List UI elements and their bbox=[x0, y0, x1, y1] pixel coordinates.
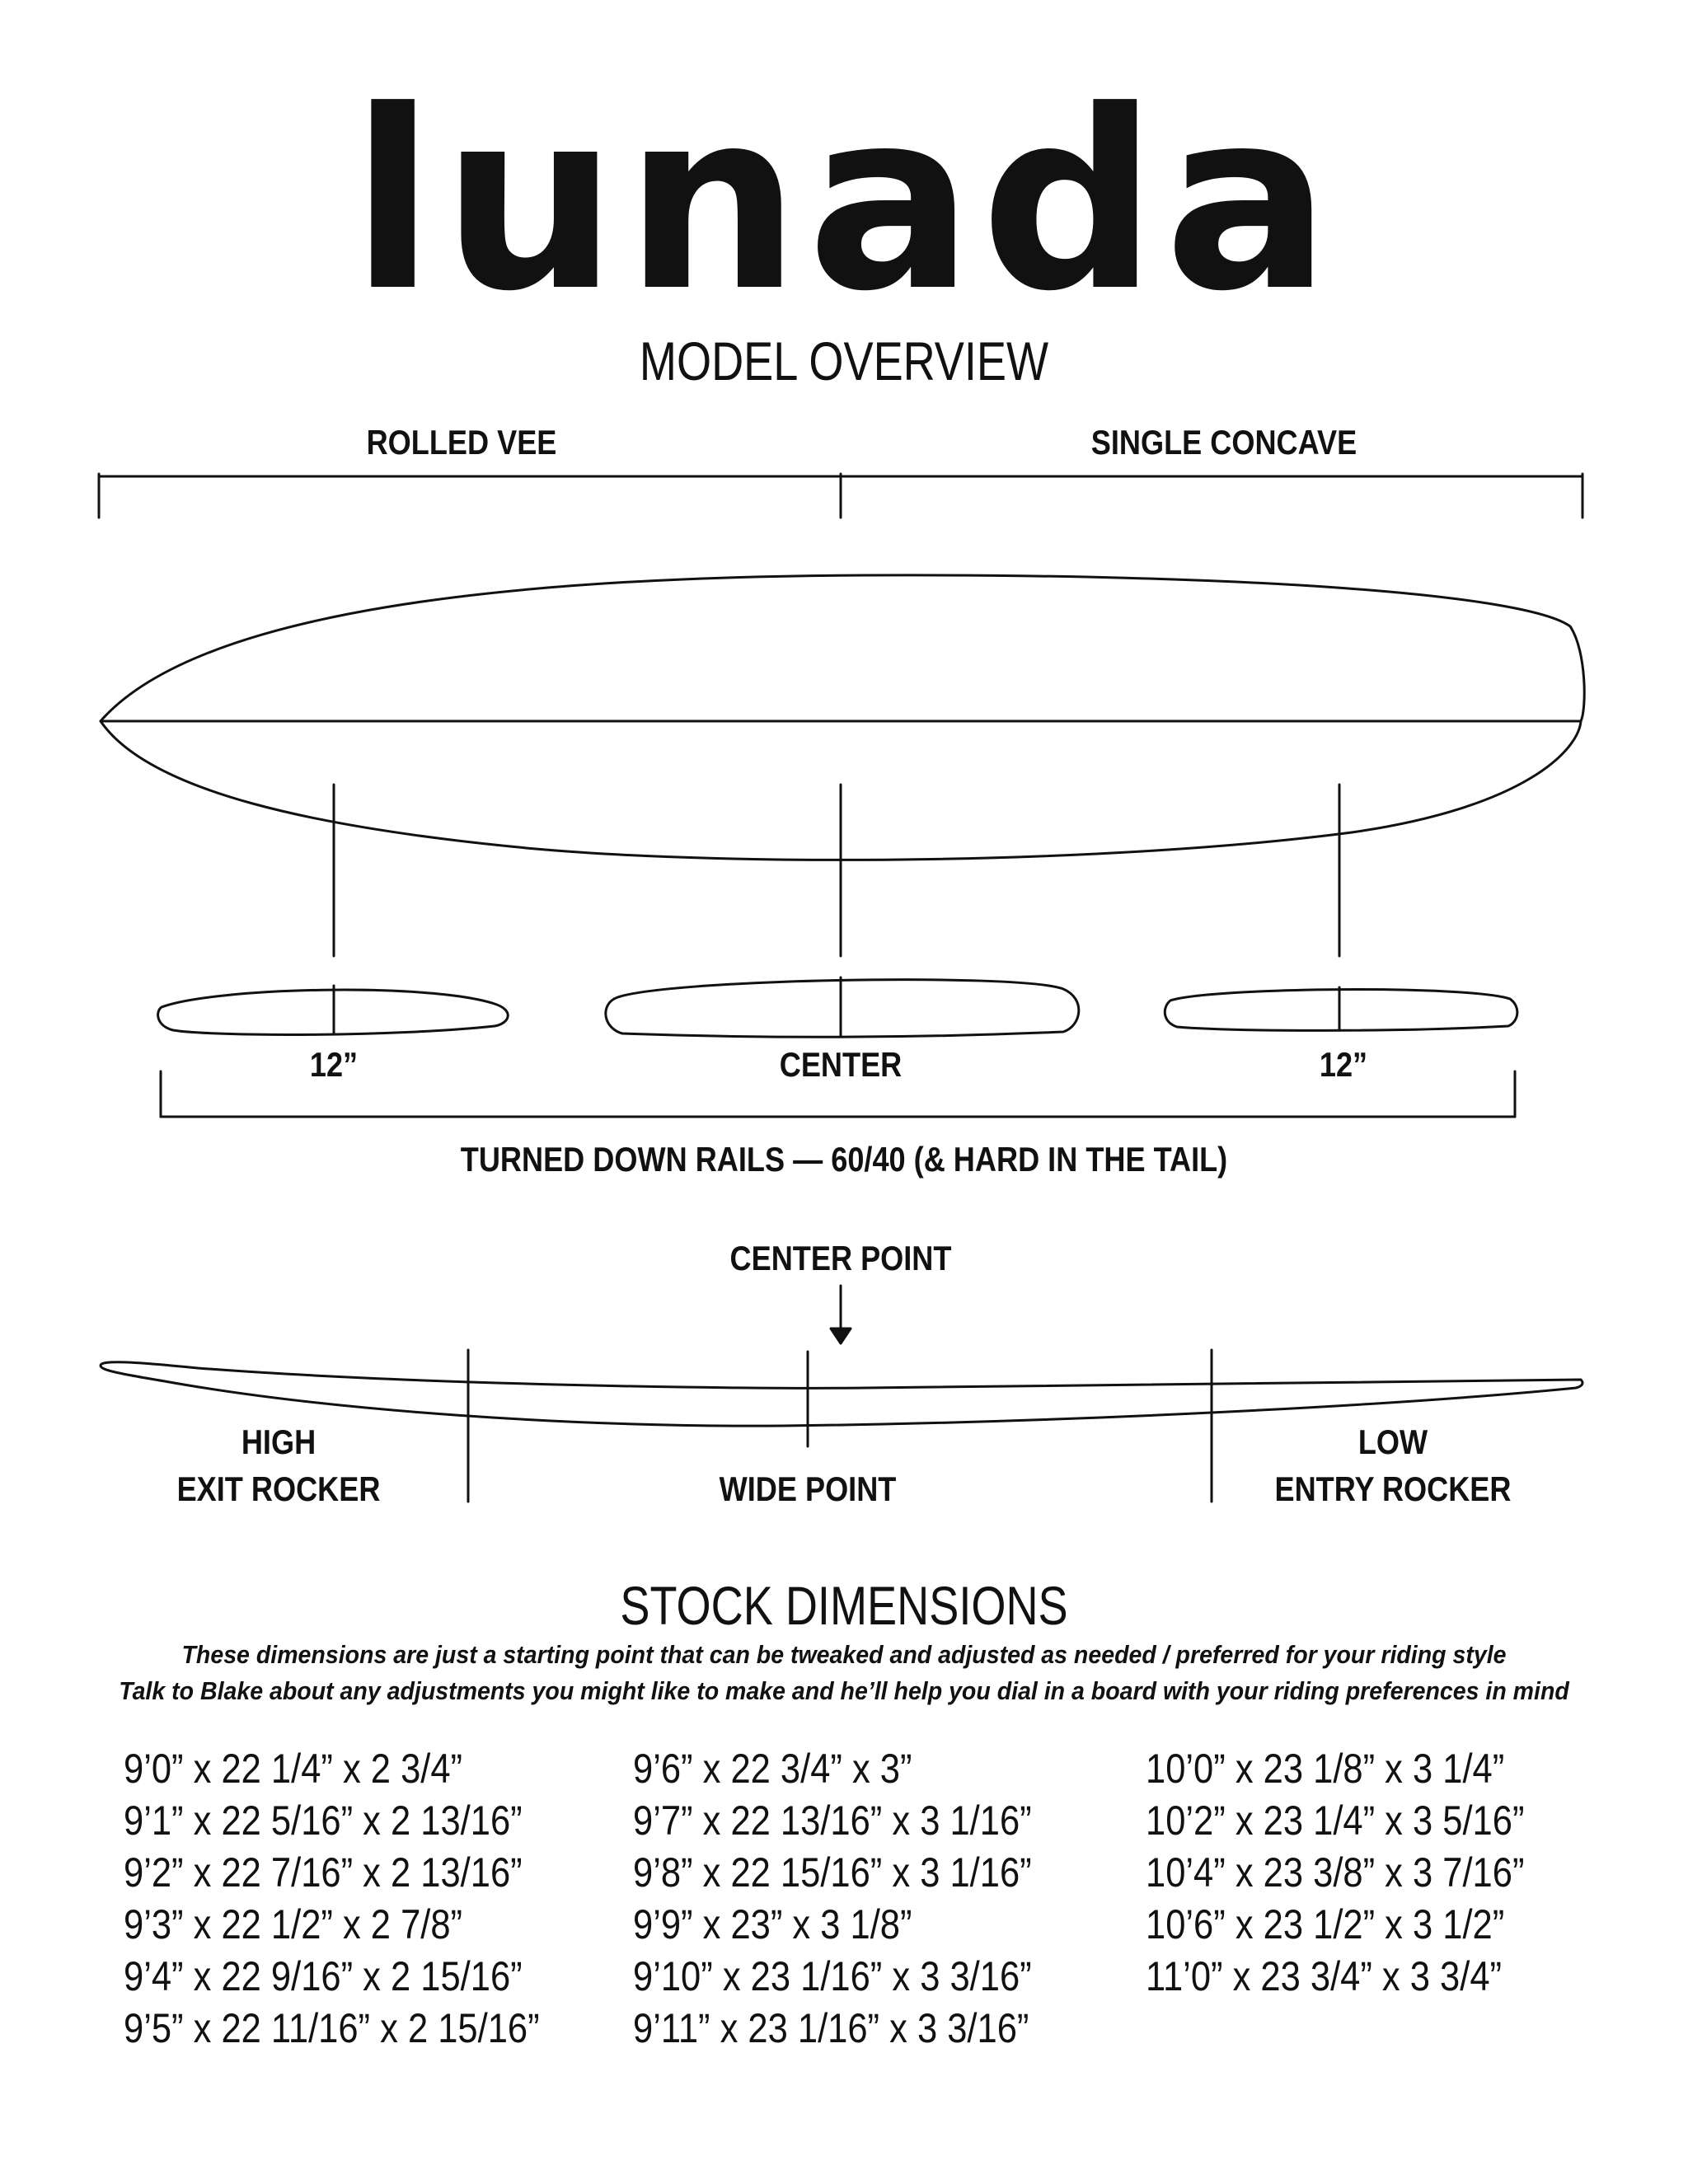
single-concave-label: SINGLE CONCAVE bbox=[1090, 423, 1357, 462]
entry-rocker-label: ENTRY ROCKER bbox=[1274, 1469, 1512, 1508]
exit-rocker-label: EXIT ROCKER bbox=[176, 1469, 381, 1508]
dimension-row: 9’4” x 22 9/16” x 2 15/16” bbox=[124, 1953, 523, 1999]
dimension-row: 10’4” x 23 3/8” x 3 7/16” bbox=[1146, 1849, 1525, 1896]
dimension-row: 9’7” x 22 13/16” x 3 1/16” bbox=[633, 1797, 1032, 1844]
dimensions-column-1 bbox=[124, 1743, 602, 2055]
dimension-row: 9’0” x 22 1/4” x 2 3/4” bbox=[124, 1746, 463, 1792]
high-label: HIGH bbox=[241, 1422, 316, 1461]
rolled-vee-label: ROLLED VEE bbox=[366, 423, 557, 462]
dimension-row: 10’6” x 23 1/2” x 3 1/2” bbox=[1146, 1901, 1505, 1947]
rail-cross-sections bbox=[158, 977, 1517, 1037]
rail-section-center bbox=[606, 980, 1079, 1038]
dimension-row: 9’9” x 23” x 3 1/8” bbox=[633, 1901, 912, 1947]
dimension-row: 11’0” x 23 3/4” x 3 3/4” bbox=[1146, 1953, 1503, 1999]
rails-caption: TURNED DOWN RAILS — 60/40 (& HARD IN THE TAIL) bbox=[460, 1140, 1228, 1179]
dimensions-column-2 bbox=[633, 1743, 1091, 2055]
stock-note-line1: These dimensions are just a starting point that can be tweaked and adjusted as needed / preferred for your riding style bbox=[181, 1640, 1507, 1669]
center-point-label: CENTER POINT bbox=[729, 1239, 952, 1277]
dimension-row: 10’2” x 23 1/4” x 3 5/16” bbox=[1146, 1797, 1525, 1844]
dimension-row: 9’2” x 22 7/16” x 2 13/16” bbox=[124, 1849, 523, 1896]
stock-note-line2: Talk to Blake about any adjustments you might like to make and he’ll help you dial in a board with your riding preferences in mind bbox=[119, 1676, 1569, 1705]
dimension-row: 9’3” x 22 1/2” x 2 7/8” bbox=[124, 1901, 463, 1947]
dimension-row: 9’5” x 22 11/16” x 2 15/16” bbox=[124, 2005, 540, 2051]
rail-section-nose bbox=[1165, 990, 1517, 1031]
dimension-row: 9’8” x 22 15/16” x 3 1/16” bbox=[633, 1849, 1032, 1896]
dimension-row: 9’11” x 23 1/16” x 3 3/16” bbox=[633, 2005, 1029, 2051]
dimension-row: 10’0” x 23 1/8” x 3 1/4” bbox=[1146, 1746, 1505, 1792]
rail-label-nose: 12” bbox=[1319, 1045, 1368, 1084]
model-overview-title: MODEL OVERVIEW bbox=[639, 330, 1049, 391]
low-label: LOW bbox=[1357, 1422, 1428, 1461]
dimension-row: 9’1” x 22 5/16” x 2 13/16” bbox=[124, 1797, 523, 1844]
wide-point-label: WIDE POINT bbox=[719, 1469, 897, 1508]
dimension-row: 9’10” x 23 1/16” x 3 3/16” bbox=[633, 1953, 1032, 1999]
rail-label-center: CENTER bbox=[779, 1045, 903, 1084]
brand-logo: lunada bbox=[350, 58, 1338, 345]
dimensions-column-3 bbox=[1146, 1743, 1581, 2003]
stock-dimensions-title: STOCK DIMENSIONS bbox=[620, 1575, 1068, 1636]
top-bracket bbox=[99, 474, 1582, 518]
center-point-arrow-icon bbox=[831, 1286, 851, 1343]
rail-label-tail: 12” bbox=[309, 1045, 359, 1084]
dimension-row: 9’6” x 22 3/4” x 3” bbox=[633, 1746, 912, 1792]
board-outline bbox=[101, 575, 1584, 956]
